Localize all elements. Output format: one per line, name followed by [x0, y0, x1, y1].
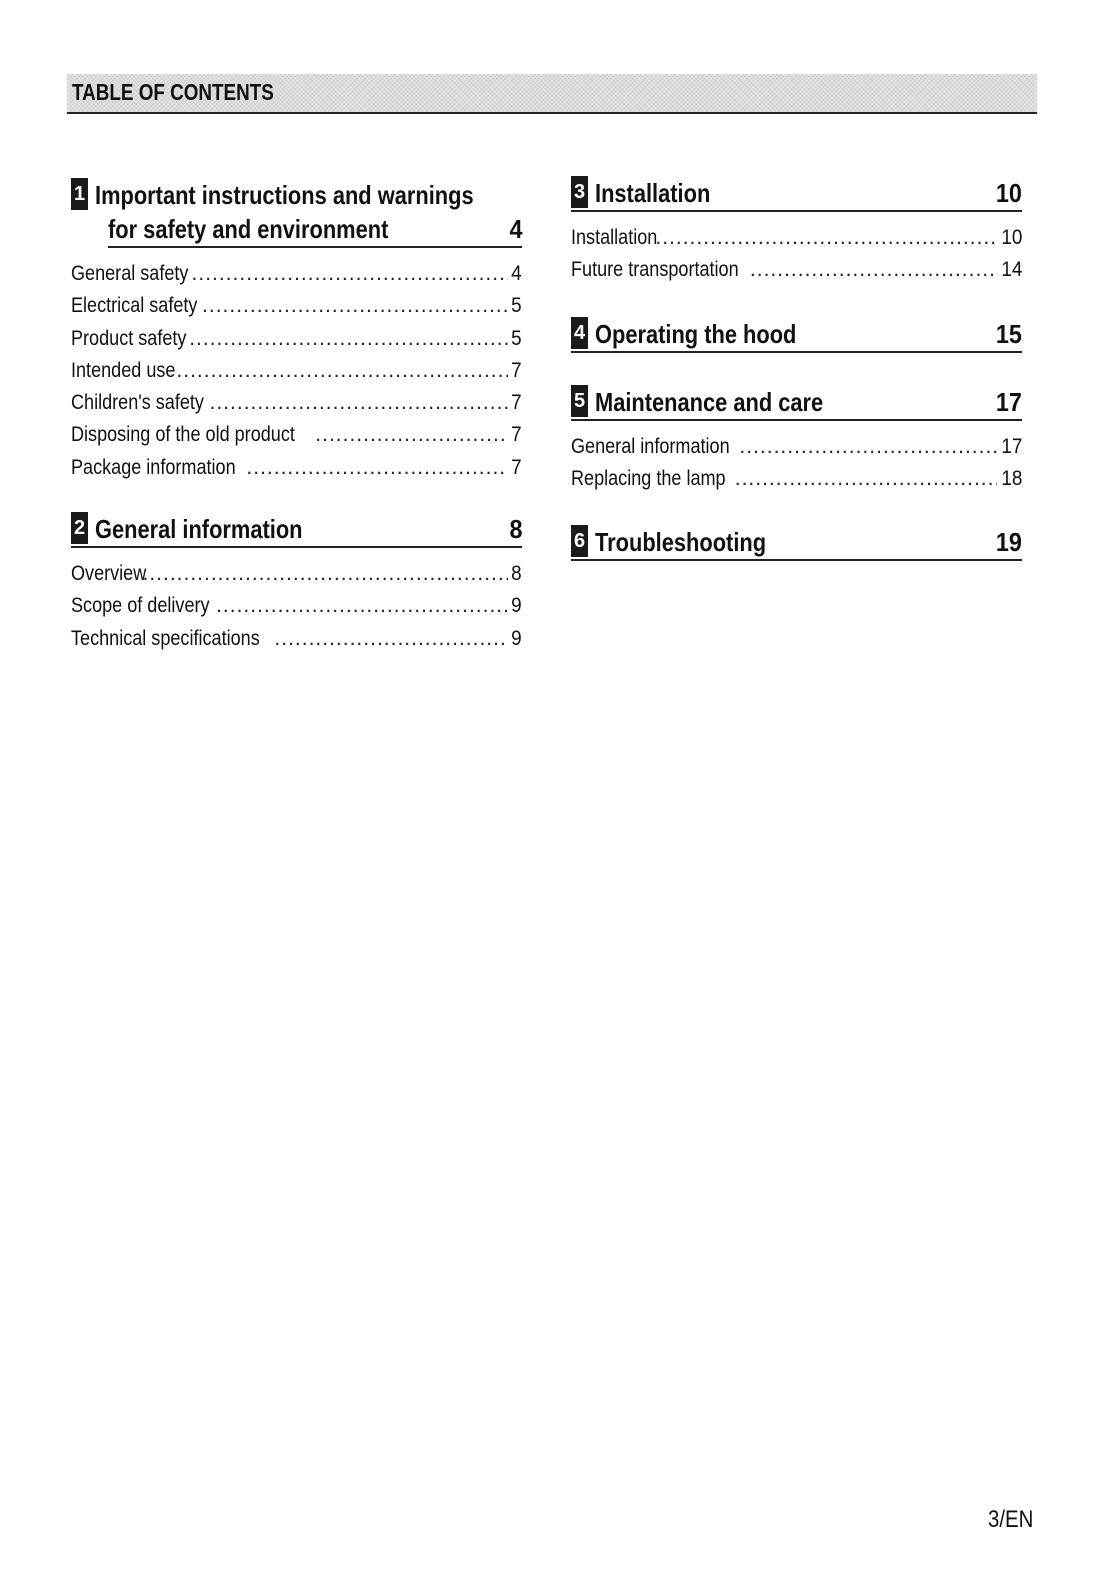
section-page-number: 4 — [508, 214, 522, 244]
dot-leader — [216, 590, 508, 622]
dot-leader — [192, 258, 509, 290]
dot-leader — [176, 355, 508, 387]
entry-label: Electrical safety — [71, 294, 198, 318]
entry-label: Children's safety — [71, 391, 204, 415]
toc-entries — [571, 222, 1022, 287]
entry-label: Replacing the lamp — [571, 466, 726, 490]
section-page-number: 15 — [995, 318, 1022, 349]
section-heading[interactable] — [571, 525, 1022, 561]
page-title: TABLE OF CONTENTS — [72, 79, 274, 105]
section-page-number: 8 — [508, 514, 522, 545]
entry-page-number: 17 — [1000, 434, 1022, 458]
section-number-badge: 1 — [71, 178, 88, 210]
entry-label: Package information — [71, 455, 236, 479]
toc-entry[interactable] — [71, 387, 522, 419]
toc-entry[interactable] — [71, 323, 522, 355]
dot-leader — [189, 323, 508, 355]
toc-entry[interactable] — [71, 558, 522, 590]
entry-page-number: 10 — [1000, 226, 1022, 249]
toc-entry[interactable] — [71, 419, 522, 451]
dot-leader — [202, 290, 508, 322]
toc-section-5 — [571, 385, 1022, 496]
entry-page-number: 5 — [511, 294, 522, 318]
dot-leader — [735, 463, 997, 495]
page-number-footer: 3/EN — [987, 1506, 1033, 1533]
toc-entries — [71, 558, 522, 655]
section-title: Maintenance and care — [595, 386, 824, 417]
section-title: General information — [95, 514, 303, 545]
entry-page-number: 9 — [511, 594, 522, 618]
toc-entry[interactable] — [71, 623, 522, 655]
toc-section-4 — [571, 317, 1022, 353]
section-heading[interactable] — [71, 178, 522, 248]
entry-page-number: 18 — [1000, 466, 1022, 490]
toc-entries — [71, 258, 522, 484]
toc-entry[interactable] — [71, 258, 522, 290]
entry-page-number: 7 — [511, 391, 522, 415]
entry-label: Future transportation — [571, 258, 739, 282]
toc-entry[interactable] — [571, 463, 1022, 495]
entry-label: Disposing of the old product — [71, 423, 295, 447]
section-number-badge: 3 — [571, 176, 588, 208]
section-page-number: 19 — [995, 527, 1022, 558]
entry-page-number: 7 — [511, 358, 522, 382]
toc-entry[interactable] — [71, 590, 522, 622]
entry-label: Installation — [571, 226, 658, 249]
dot-leader — [315, 419, 508, 451]
section-number-badge: 2 — [71, 512, 88, 544]
section-heading[interactable] — [571, 385, 1022, 421]
entry-page-number: 5 — [511, 326, 522, 350]
section-number-badge: 6 — [571, 525, 588, 557]
entry-label: Scope of delivery — [71, 594, 210, 618]
toc-header-bar — [67, 74, 1037, 114]
section-page-number: 17 — [995, 386, 1022, 417]
entry-label: Overview — [71, 562, 147, 586]
toc-right-column — [571, 176, 1022, 561]
dot-leader — [143, 558, 509, 590]
section-page-number: 10 — [995, 178, 1022, 208]
toc-entry[interactable] — [71, 452, 522, 484]
toc-section-6 — [571, 525, 1022, 561]
entry-page-number: 7 — [511, 423, 522, 447]
section-heading[interactable] — [571, 317, 1022, 353]
section-title: Operating the hood — [595, 318, 797, 349]
toc-entry[interactable] — [571, 222, 1022, 254]
toc-entry[interactable] — [571, 431, 1022, 463]
toc-entry[interactable] — [571, 254, 1022, 286]
toc-section-1 — [71, 178, 522, 484]
dot-leader — [246, 452, 508, 484]
entry-label: General information — [571, 434, 730, 458]
section-number-badge: 5 — [571, 385, 588, 417]
section-heading[interactable] — [71, 512, 522, 548]
dot-leader — [210, 387, 509, 419]
dot-leader — [274, 623, 508, 655]
entry-page-number: 4 — [511, 262, 522, 285]
entry-label: Technical specifications — [71, 626, 260, 650]
section-number-badge: 4 — [571, 317, 588, 349]
entry-label: Intended use — [71, 358, 176, 382]
entry-label: General safety — [71, 262, 189, 285]
section-title: Troubleshooting — [595, 527, 767, 558]
section-heading[interactable] — [571, 176, 1022, 212]
toc-entry[interactable] — [71, 290, 522, 322]
dot-leader — [750, 254, 997, 286]
toc-entries — [571, 431, 1022, 496]
dot-leader — [655, 222, 996, 254]
entry-page-number: 7 — [511, 455, 522, 479]
entry-page-number: 14 — [1000, 258, 1022, 282]
section-title: Installation — [595, 178, 711, 208]
section-title-continued: for safety and environment — [108, 214, 389, 244]
entry-page-number: 9 — [511, 626, 522, 650]
entry-label: Product safety — [71, 326, 187, 350]
dot-leader — [739, 431, 996, 463]
toc-left-column — [71, 178, 522, 655]
section-title: Important instructions and warnings — [95, 180, 474, 210]
toc-section-2 — [71, 512, 522, 655]
entry-page-number: 8 — [511, 562, 522, 586]
toc-entry[interactable] — [71, 355, 522, 387]
toc-section-3 — [571, 176, 1022, 287]
